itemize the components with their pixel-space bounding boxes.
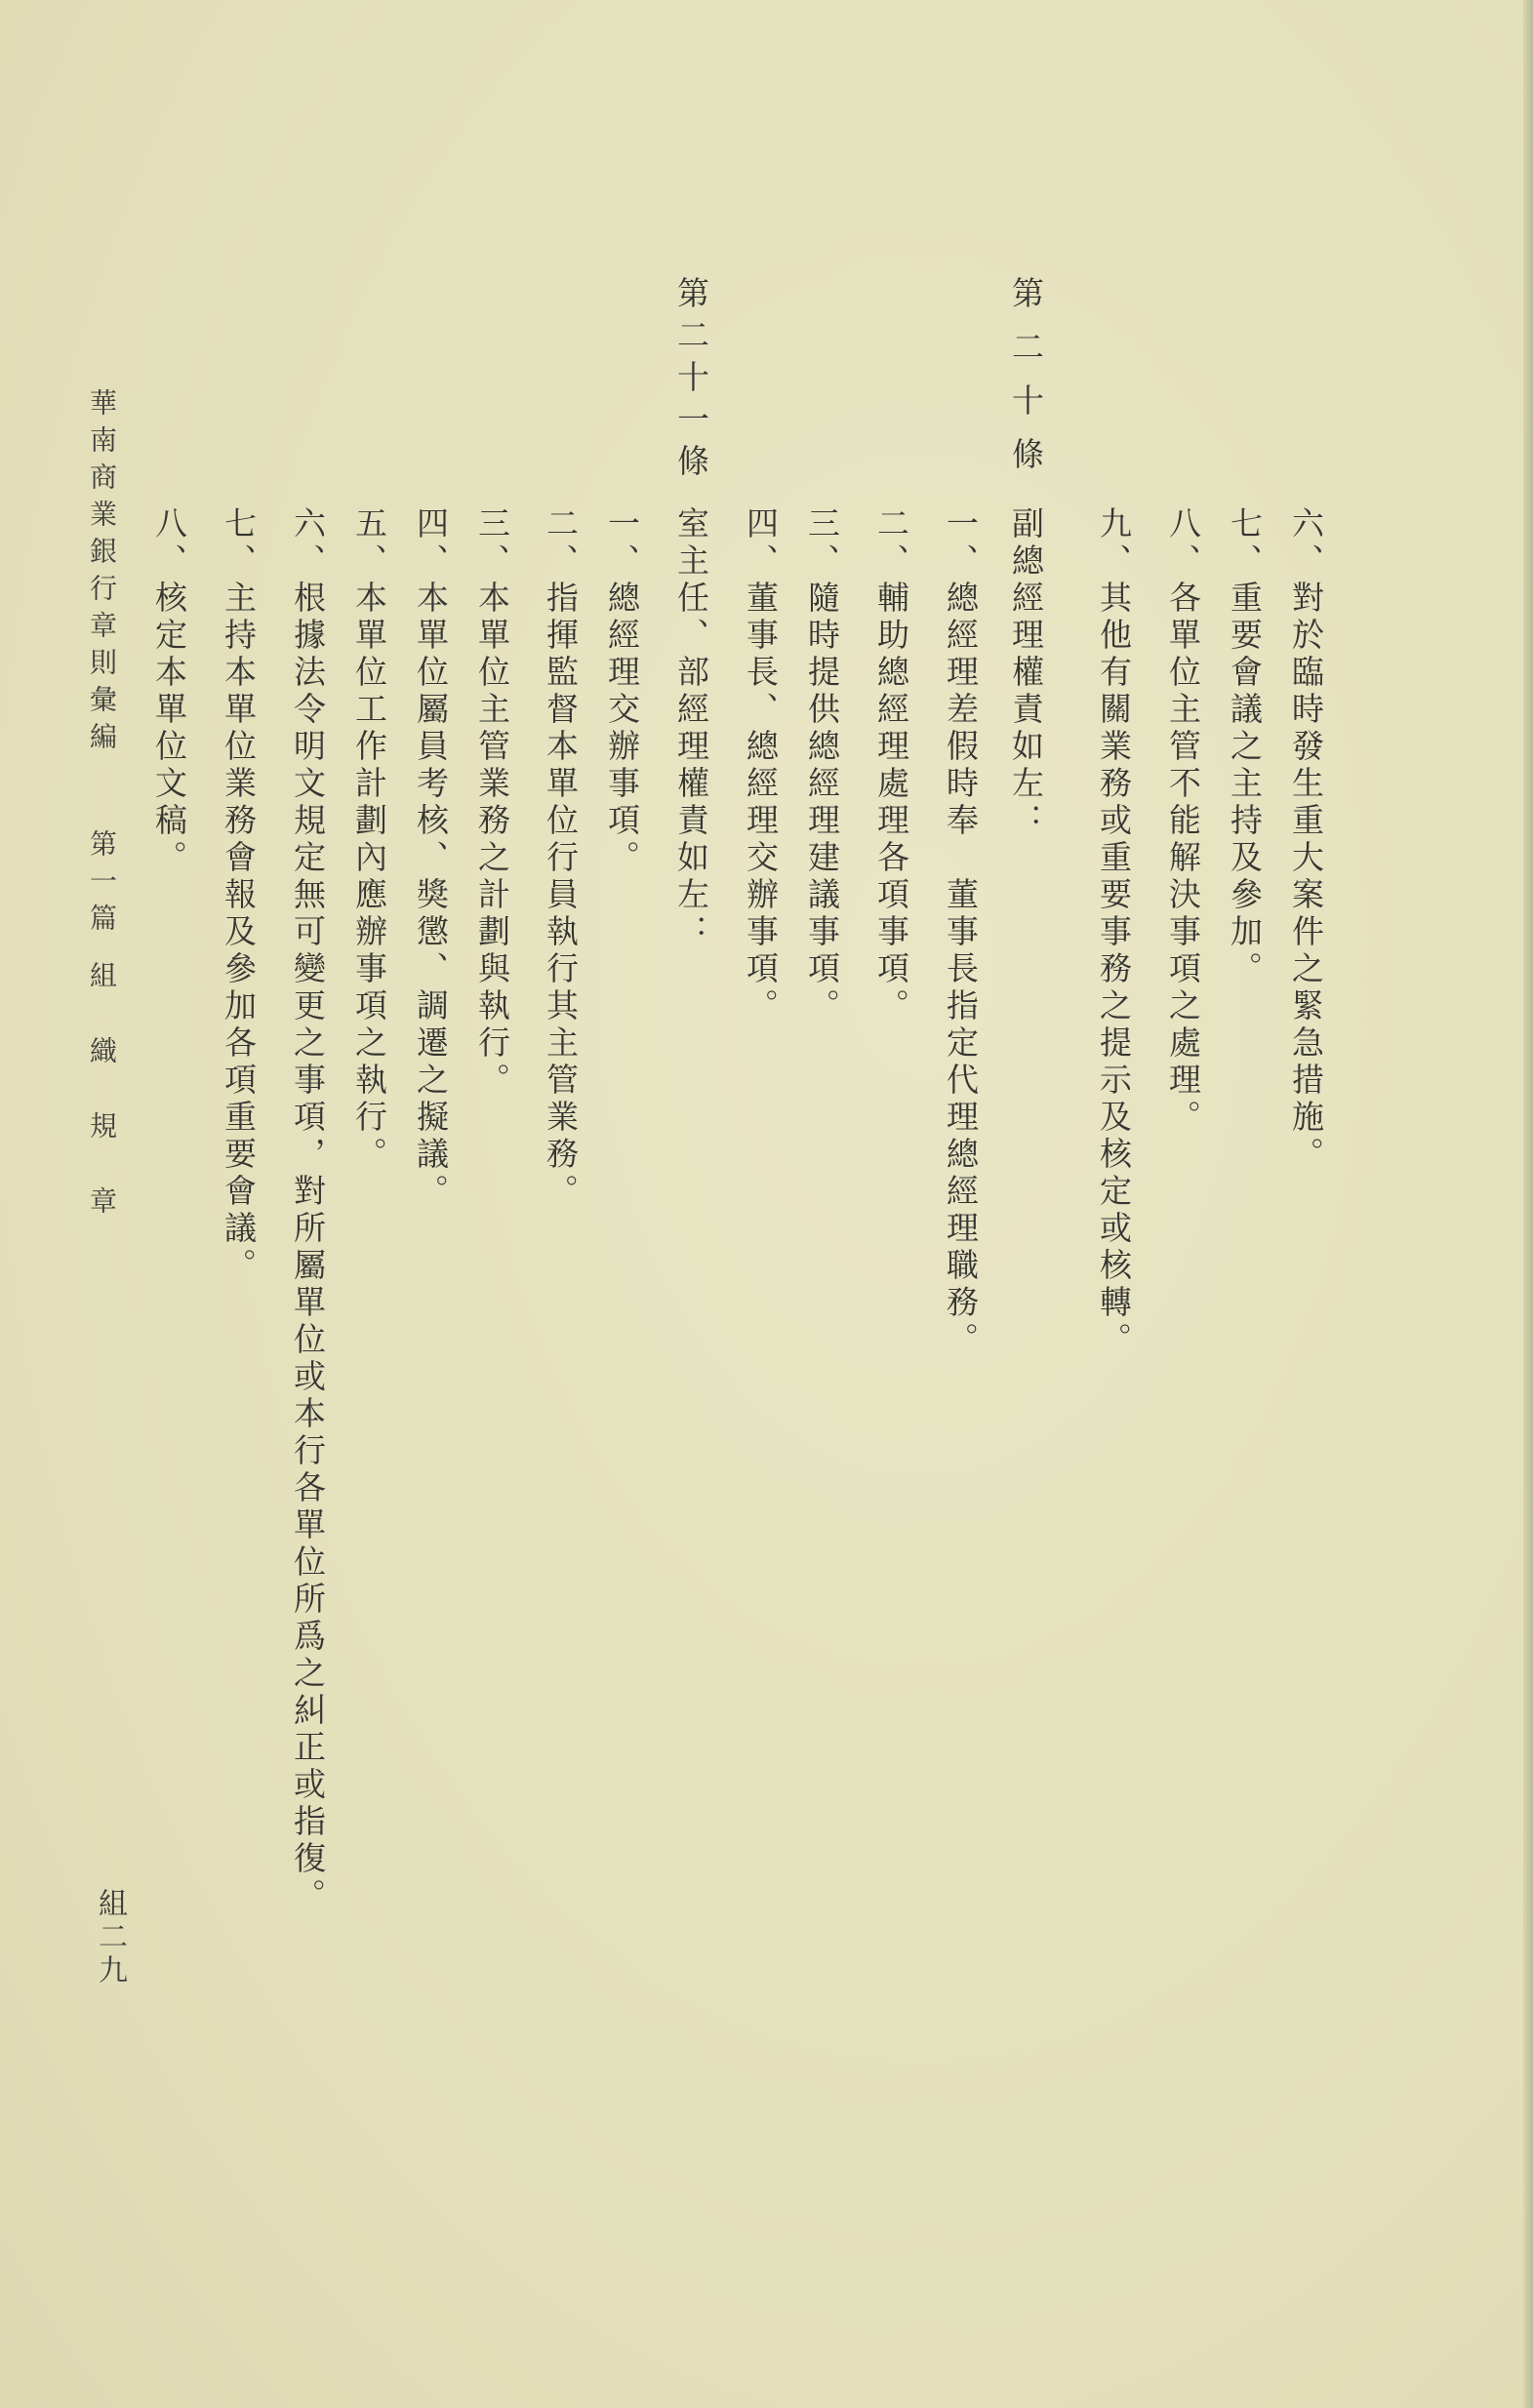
article20-heading: 第二十條 (1007, 276, 1045, 491)
article21-item-8: 八、核定本單位文稿。 (150, 506, 188, 877)
page-number: 組二九 (93, 1888, 127, 1987)
footer-part: 第一篇 (86, 829, 118, 941)
article21-item-3: 三、本單位主管業務之計劃與執行。 (473, 506, 511, 1100)
article21-item-7: 七、主持本單位業務會報及參加各項重要會議。 (220, 506, 258, 1285)
article21-item-5: 五、本單位工作計劃內應辦事項之執行。 (350, 506, 388, 1174)
article21-item-4: 四、本單位屬員考核、獎懲、調遷之擬議。 (412, 506, 450, 1211)
article19-item-6: 六、對於臨時發生重大案件之緊急措施。 (1287, 506, 1325, 1174)
article19-item-8: 八、各單位主管不能解決事項之處理。 (1164, 506, 1202, 1137)
article20-item-3: 三、隨時提供總經理建議事項。 (803, 506, 841, 1025)
article21-item-2: 二、指揮監督本單位行員執行其主管業務。 (542, 506, 580, 1211)
footer-book-title: 華南商業銀行章則彙編 (86, 388, 118, 759)
article20-item-1: 一、總經理差假時奉 董事長指定代理總經理職務。 (942, 506, 980, 1359)
article20-intro: 副總經理權責如左： (1007, 506, 1045, 840)
article21-item-1: 一、總經理交辦事項。 (603, 506, 641, 877)
article20-item-4: 四、董事長、總經理交辦事項。 (742, 506, 780, 1025)
article19-item-9: 九、其他有關業務或重要事務之提示及核定或核轉。 (1095, 506, 1133, 1359)
article21-heading: 第二十一條 (672, 276, 710, 486)
article20-item-2: 二、輔助總經理處理各項事項。 (872, 506, 910, 1025)
page-edge-shadow (1523, 0, 1533, 2408)
article19-item-7: 七、重要會議之主持及參加。 (1226, 506, 1264, 988)
article21-intro: 室主任、部經理權責如左： (672, 506, 710, 951)
article21-item-6: 六、根據法令明文規定無可變更之事項，對所屬單位或本行各單位所爲之糾正或指復。 (289, 506, 327, 1915)
footer-section: 組 織 規 章 (86, 961, 118, 1222)
